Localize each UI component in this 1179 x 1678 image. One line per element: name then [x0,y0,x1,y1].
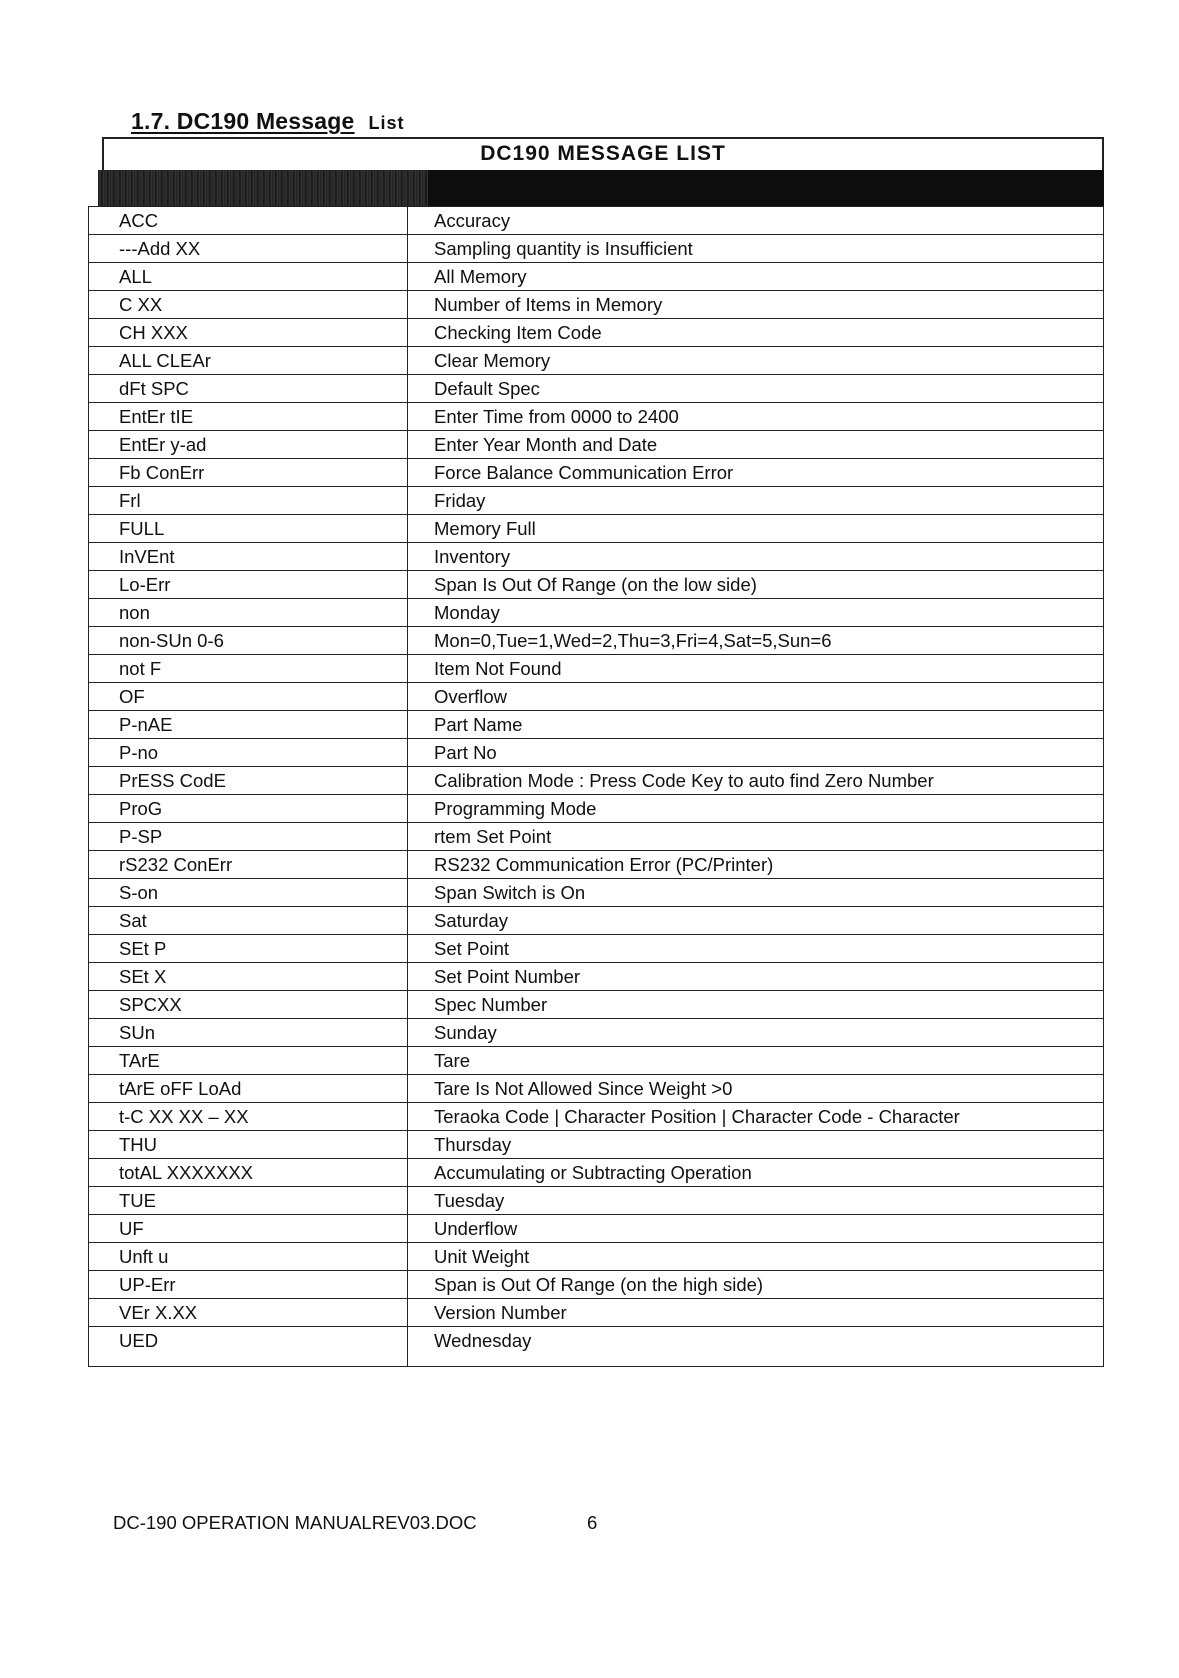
table-row [89,795,1104,823]
message-description: Spec Number [408,991,1104,1019]
message-description: Saturday [408,907,1104,935]
message-description: Enter Year Month and Date [408,431,1104,459]
message-code: SEt P [89,935,408,963]
table-row [89,543,1104,571]
message-description: Monday [408,599,1104,627]
table-row [89,739,1104,767]
message-description: Span Is Out Of Range (on the low side) [408,571,1104,599]
table-row [89,1243,1104,1271]
message-code: EntEr y-ad [89,431,408,459]
message-code: C XX [89,291,408,319]
table-header-band [98,170,1104,206]
message-description: Span Switch is On [408,879,1104,907]
message-code: S-on [89,879,408,907]
message-code: THU [89,1131,408,1159]
table-row [89,431,1104,459]
message-description: Inventory [408,543,1104,571]
message-description: Tare [408,1047,1104,1075]
message-description: rtem Set Point [408,823,1104,851]
table-row [89,991,1104,1019]
table-row [89,1159,1104,1187]
message-description: Mon=0,Tue=1,Wed=2,Thu=3,Fri=4,Sat=5,Sun=6 [408,627,1104,655]
message-description: All Memory [408,263,1104,291]
message-description: Tare Is Not Allowed Since Weight >0 [408,1075,1104,1103]
message-code: OF [89,683,408,711]
table-row [89,487,1104,515]
message-table [88,206,1104,1367]
message-description: Accuracy [408,207,1104,235]
footer-doc-name: DC-190 OPERATION MANUALREV03.DOC [113,1512,477,1533]
message-code: Lo-Err [89,571,408,599]
table-row [89,375,1104,403]
message-description: Part No [408,739,1104,767]
table-row [89,711,1104,739]
message-description: Version Number [408,1299,1104,1327]
table-row [89,683,1104,711]
table-row [89,235,1104,263]
message-description: Clear Memory [408,347,1104,375]
message-code: Frl [89,487,408,515]
message-description: Item Not Found [408,655,1104,683]
message-description: Friday [408,487,1104,515]
table-row [89,319,1104,347]
message-code: TArE [89,1047,408,1075]
message-description: Part Name [408,711,1104,739]
page-footer [113,1512,598,1534]
message-description: Sunday [408,1019,1104,1047]
message-code: SPCXX [89,991,408,1019]
message-code: InVEnt [89,543,408,571]
table-row [89,347,1104,375]
message-code: P-SP [89,823,408,851]
message-code: PrESS CodE [89,767,408,795]
message-code: Unft u [89,1243,408,1271]
message-description: Force Balance Communication Error [408,459,1104,487]
section-heading-sub: List [368,113,405,133]
message-code: Sat [89,907,408,935]
message-description: Set Point Number [408,963,1104,991]
table-row [89,1131,1104,1159]
table-row [89,963,1104,991]
message-code: tArE oFF LoAd [89,1075,408,1103]
message-code: rS232 ConErr [89,851,408,879]
message-code: TUE [89,1187,408,1215]
message-description: Unit Weight [408,1243,1104,1271]
table-row [89,1299,1104,1327]
message-description: Wednesday [408,1327,1104,1367]
section-heading-main: 1.7. DC190 Message [131,108,355,134]
message-description: Memory Full [408,515,1104,543]
table-row [89,627,1104,655]
table-row [89,515,1104,543]
message-code: ---Add XX [89,235,408,263]
message-code: FULL [89,515,408,543]
message-code: UF [89,1215,408,1243]
message-code: non [89,599,408,627]
table-row [89,571,1104,599]
table-row [89,1327,1104,1367]
message-code: VEr X.XX [89,1299,408,1327]
message-code: ACC [89,207,408,235]
message-code: non-SUn 0-6 [89,627,408,655]
table-row [89,1103,1104,1131]
table-row [89,851,1104,879]
message-description: Programming Mode [408,795,1104,823]
table-row [89,907,1104,935]
message-code: P-no [89,739,408,767]
table-row [89,767,1104,795]
message-description: Sampling quantity is Insufficient [408,235,1104,263]
table-row [89,1047,1104,1075]
message-code: ProG [89,795,408,823]
message-code: CH XXX [89,319,408,347]
message-code: t-C XX XX – XX [89,1103,408,1131]
message-description: Tuesday [408,1187,1104,1215]
table-row [89,459,1104,487]
message-code: EntEr tIE [89,403,408,431]
message-description: Accumulating or Subtracting Operation [408,1159,1104,1187]
table-row [89,1215,1104,1243]
table-row [89,599,1104,627]
table-row [89,403,1104,431]
table-row [89,935,1104,963]
message-description: Calibration Mode : Press Code Key to auto find Zero Number [408,767,1104,795]
message-description: Span is Out Of Range (on the high side) [408,1271,1104,1299]
message-description: Teraoka Code | Character Position | Character Code - Character [408,1103,1104,1131]
message-code: SEt X [89,963,408,991]
footer-page-number: 6 [587,1512,598,1533]
table-row [89,1187,1104,1215]
message-table-body [89,207,1104,1367]
message-code: dFt SPC [89,375,408,403]
message-code: Fb ConErr [89,459,408,487]
table-row [89,207,1104,235]
message-code: SUn [89,1019,408,1047]
message-code: totAL XXXXXXX [89,1159,408,1187]
message-code: UED [89,1327,408,1367]
table-row [89,655,1104,683]
table-row [89,1075,1104,1103]
message-description: Checking Item Code [408,319,1104,347]
table-row [89,1019,1104,1047]
table-row [89,263,1104,291]
message-code: ALL [89,263,408,291]
message-code: not F [89,655,408,683]
message-description: Set Point [408,935,1104,963]
message-description: Underflow [408,1215,1104,1243]
table-row [89,1271,1104,1299]
message-description: Overflow [408,683,1104,711]
table-row [89,291,1104,319]
message-description: Default Spec [408,375,1104,403]
table-row [89,823,1104,851]
message-code: ALL CLEAr [89,347,408,375]
message-description: RS232 Communication Error (PC/Printer) [408,851,1104,879]
message-code: UP-Err [89,1271,408,1299]
table-row [89,879,1104,907]
message-description: Thursday [408,1131,1104,1159]
message-code: P-nAE [89,711,408,739]
message-description: Enter Time from 0000 to 2400 [408,403,1104,431]
message-description: Number of Items in Memory [408,291,1104,319]
section-heading [131,108,405,135]
table-title: DC190 MESSAGE LIST [102,137,1104,170]
